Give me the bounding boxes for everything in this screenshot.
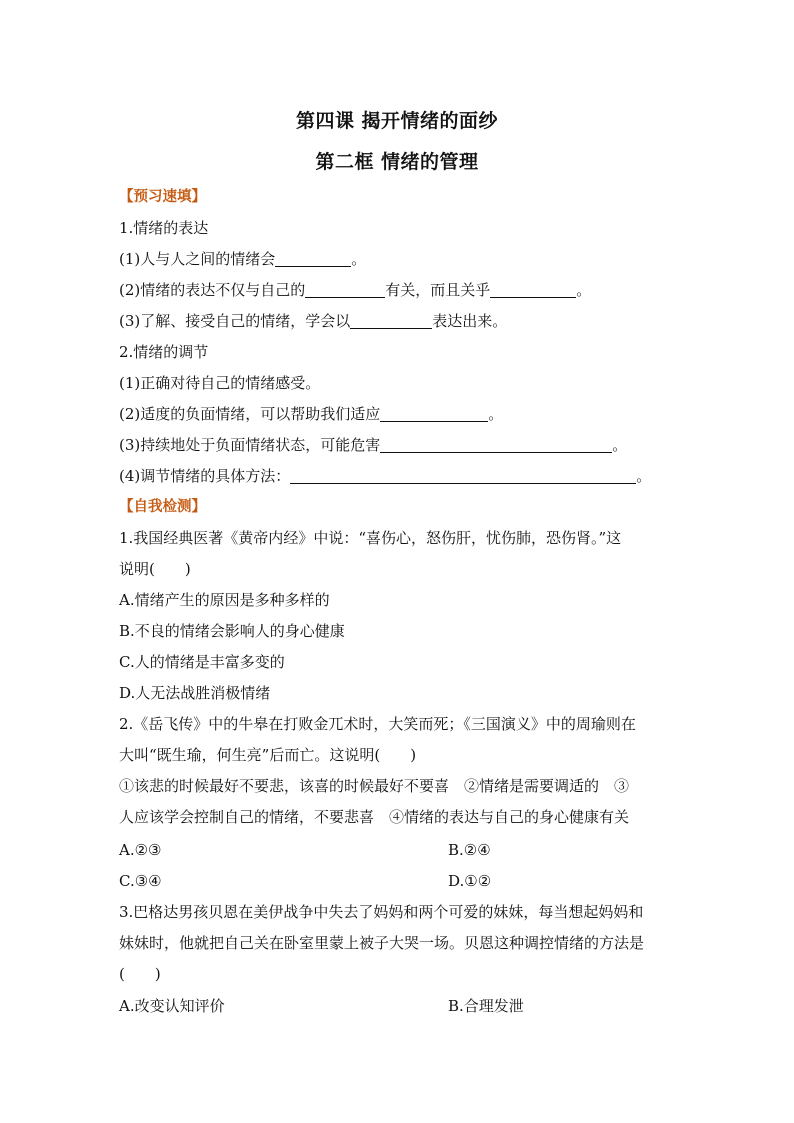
answer-blank [380,436,612,453]
page-subtitle: 第二框 情绪的管理 [315,151,479,173]
q2-option-a: A.②③ [119,841,162,859]
q1b-mid: 有关，而且关乎 [385,281,491,299]
question-2-line-4: 人应该学会控制自己的情绪，不要悲喜 ④情绪的表达与自己的身心健康有关 [119,808,630,826]
q1a-text: (1)人与人之间的情绪会 [119,250,276,268]
preview-section-2: 2.情绪的调节 [119,343,209,361]
q1-option-b: B.不良的情绪会影响人的身心健康 [119,622,345,640]
preview-q2a: (1)正确对待自己的情绪感受。 [119,374,321,392]
q2b-end: 。 [488,405,504,423]
preview-q2d [119,466,651,486]
q1-option-c: C.人的情绪是丰富多变的 [119,653,285,671]
preview-heading: 【预习速填】 [119,189,206,205]
question-1-line-1: 1.我国经典医著《黄帝内经》中说：“喜伤心，怒伤肝，忧伤肺，恐伤肾。”这 [119,529,622,547]
q1b-text: (2)情绪的表达不仅与自己的 [119,281,306,299]
preview-q2c [119,435,627,455]
q1c-end: 表达出来。 [432,312,508,330]
q2-option-b: B.②④ [448,841,491,859]
question-3-line-3: ( ) [119,965,161,983]
question-3-line-1: 3.巴格达男孩贝恩在美伊战争中失去了妈妈和两个可爱的妹妹，每当想起妈妈和 [119,903,644,921]
q2c-text: (3)持续地处于负面情绪状态，可能危害 [119,436,381,454]
q1b-end: 。 [576,281,592,299]
q1-option-a: A.情绪产生的原因是多种多样的 [119,591,330,609]
selfcheck-heading: 【自我检测】 [119,499,206,515]
q1a-end: 。 [351,250,367,268]
answer-blank [305,281,385,298]
q3-option-a: A.改变认知评价 [119,997,225,1015]
q2b-text: (2)适度的负面情绪，可以帮助我们适应 [119,405,381,423]
preview-q1c [119,311,507,331]
preview-q1a [119,249,366,269]
q2c-end: 。 [612,436,628,454]
answer-blank [380,405,488,422]
q1c-text: (3)了解、接受自己的情绪，学会以 [119,312,351,330]
question-2-line-2: 大叫“既生瑜，何生亮”后而亡。这说明( ) [119,746,417,764]
preview-section-1: 1.情绪的表达 [119,219,209,237]
preview-q2b [119,404,503,424]
answer-blank [350,312,432,329]
preview-q1b [119,280,591,300]
question-2-line-1: 2.《岳飞传》中的牛皋在打败金兀术时，大笑而死；《三国演义》中的周瑜则在 [119,715,636,733]
q2d-text: (4)调节情绪的具体方法： [119,467,291,485]
answer-blank [275,250,351,267]
answer-blank [490,281,576,298]
page-title: 第四课 揭开情绪的面纱 [295,110,499,132]
question-3-line-2: 妹妹时，他就把自己关在卧室里蒙上被子大哭一场。贝恩这种调控情绪的方法是 [119,934,645,952]
q2-option-c: C.③④ [119,872,162,890]
question-1-line-2: 说明( ) [119,560,191,578]
question-2-line-3: ①该悲的时候最好不要悲，该喜的时候最好不要喜 ②情绪是需要调适的 ③ [119,777,630,795]
q3-option-b: B.合理发泄 [448,997,524,1015]
answer-blank [290,467,636,484]
q1-option-d: D.人无法战胜消极情绪 [119,684,271,702]
q2d-end: 。 [636,467,652,485]
q2-option-d: D.①② [448,872,492,890]
